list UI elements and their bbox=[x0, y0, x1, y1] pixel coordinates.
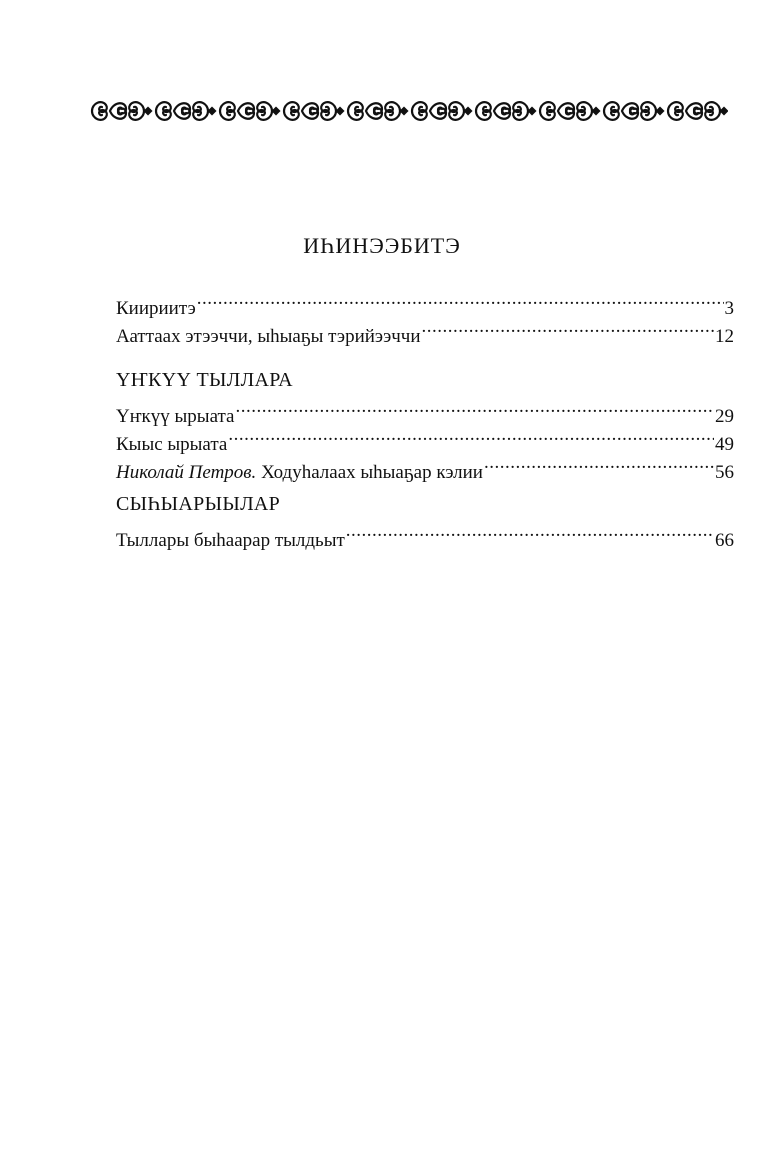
toc-entry-page: 12 bbox=[715, 326, 734, 347]
toc-entry[interactable] bbox=[116, 518, 734, 551]
toc-entry-title: Ходуһалаах ыһыаҕар кэлии bbox=[261, 462, 483, 483]
toc-entry[interactable] bbox=[116, 286, 734, 319]
toc-title: ИҺИНЭЭБИТЭ bbox=[303, 233, 461, 258]
toc-entry-label: Тыллары быһаарар тылдьыт bbox=[116, 530, 345, 551]
ornament-motif bbox=[476, 102, 535, 120]
dot-leader bbox=[197, 286, 724, 314]
toc-entry-page: 29 bbox=[715, 406, 734, 427]
dot-leader bbox=[484, 450, 714, 478]
toc-entry-author: Николай Петров. bbox=[116, 462, 257, 483]
ornament-motif bbox=[348, 102, 407, 120]
toc-entry-label: Кыыс ырыата bbox=[116, 434, 228, 455]
toc-entry-page: 49 bbox=[715, 434, 734, 455]
toc-entry-label: Киириитэ bbox=[116, 298, 196, 319]
ornament-motif bbox=[540, 102, 599, 120]
toc-entry[interactable] bbox=[116, 394, 734, 427]
toc-entry-label: Үҥкүү ырыата bbox=[116, 406, 235, 427]
ornament-motif bbox=[412, 102, 471, 120]
toc-entry-page: 56 bbox=[715, 462, 734, 483]
ornament-motif bbox=[284, 102, 343, 120]
toc-section-heading: ҮҤКҮҮ ТЫЛЛАРА bbox=[116, 369, 293, 391]
toc-entry-label: Ааттаах этээччи, ыһыаҕы тэрийээччи bbox=[116, 326, 421, 347]
toc-entry-label bbox=[116, 459, 483, 487]
dot-leader bbox=[228, 422, 714, 450]
toc-section-appendices bbox=[116, 490, 734, 551]
ornament-motif bbox=[156, 102, 215, 120]
ornament-motif bbox=[92, 102, 151, 120]
ornament-motif bbox=[604, 102, 663, 120]
ornament-motif bbox=[668, 102, 727, 120]
ornament-motif bbox=[220, 102, 279, 120]
toc-section-dance-songs bbox=[116, 366, 734, 483]
decorative-ornament-band bbox=[88, 92, 728, 130]
toc-section-heading: СЫҺЫАРЫЫЛАР bbox=[116, 493, 281, 515]
toc-entry-page: 66 bbox=[715, 530, 734, 551]
dot-leader bbox=[422, 314, 714, 342]
toc-entry[interactable] bbox=[116, 314, 734, 347]
dot-leader bbox=[346, 518, 714, 546]
toc-intro-block bbox=[116, 286, 734, 347]
toc-entry-page: 3 bbox=[724, 298, 734, 319]
dot-leader bbox=[235, 394, 714, 422]
